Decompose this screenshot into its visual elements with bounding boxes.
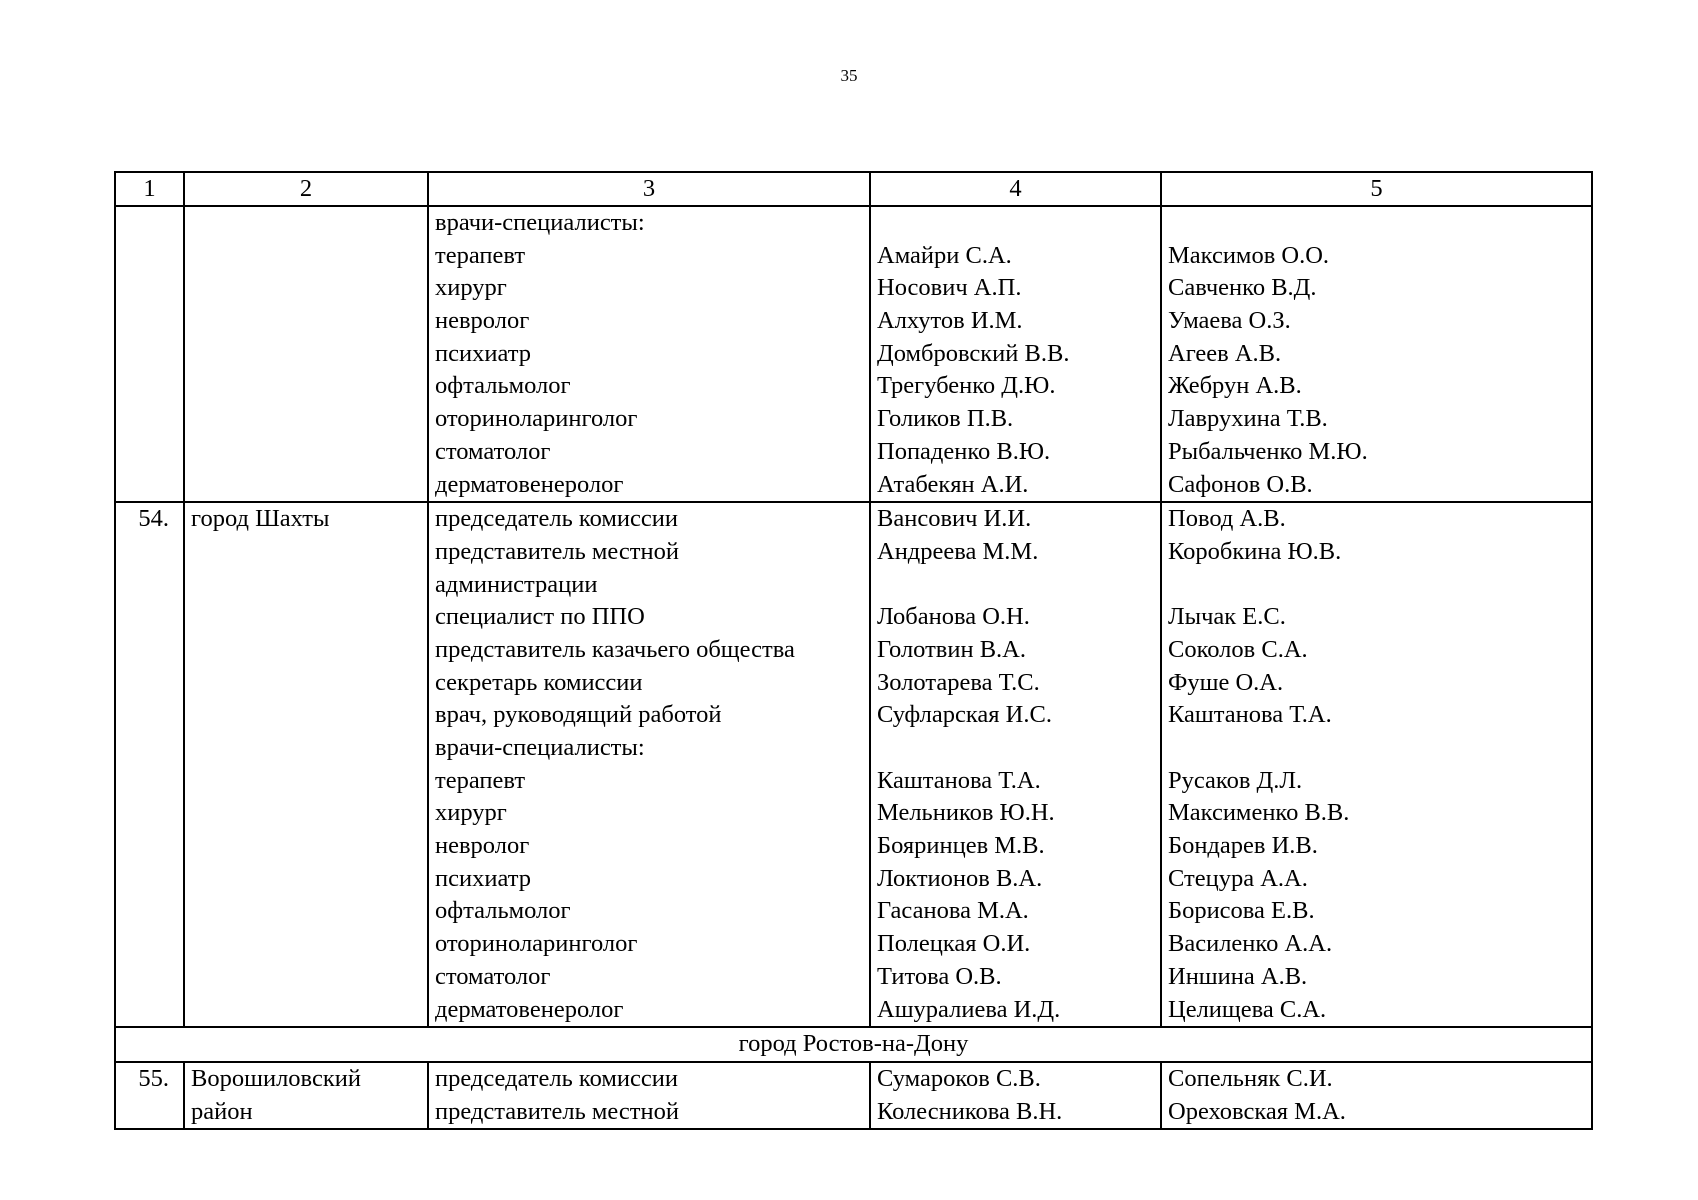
- page-number: 35: [840, 66, 858, 85]
- cell-line: Голиков П.В.: [877, 405, 1014, 433]
- cell-line: Бондарев И.В.: [1168, 832, 1318, 860]
- cell-line: Сопельняк С.И.: [1168, 1064, 1333, 1092]
- cell-line: Рыбальченко М.Ю.: [1168, 437, 1368, 465]
- cell-line: стоматолог: [435, 962, 551, 990]
- members-cell: [870, 206, 1161, 502]
- cell-line: [1168, 207, 1585, 240]
- cell-line: Ашуралиева И.Д.: [877, 995, 1061, 1023]
- cell-line: Мельников Ю.Н.: [877, 799, 1055, 827]
- cell-line: Максименко В.В.: [1168, 799, 1350, 827]
- column-number: 1: [115, 172, 184, 206]
- column-number: 4: [870, 172, 1161, 206]
- column-numbers-row: [115, 172, 1592, 206]
- cell-line: Целищева С.А.: [1168, 995, 1327, 1023]
- cell-line: Ореховская М.А.: [1168, 1097, 1346, 1125]
- cell-line: психиатр: [435, 864, 531, 892]
- row-number: 54.: [115, 502, 184, 1027]
- cell-line: Иншина А.В.: [1168, 962, 1308, 990]
- cell-line: Носович А.П.: [877, 274, 1022, 302]
- roles-cell: [428, 502, 870, 1027]
- municipality-cell: [184, 502, 428, 1027]
- column-number: 3: [428, 172, 870, 206]
- municipality-cell: [184, 206, 428, 502]
- cell-line: Андреева М.М.: [877, 537, 1039, 565]
- cell-line: офтальмолог: [435, 372, 571, 400]
- cell-line: Локтионов В.А.: [877, 864, 1043, 892]
- cell-line: Повод А.В.: [1168, 505, 1286, 533]
- table-row: [115, 1062, 1592, 1129]
- reserves-cell: [1161, 502, 1592, 1027]
- cell-line: Вансович И.И.: [877, 505, 1032, 533]
- members-cell: [870, 502, 1161, 1027]
- cell-line: Каштанова Т.А.: [877, 766, 1041, 794]
- cell-line: Агеев А.В.: [1168, 339, 1282, 367]
- row-number: 55.: [115, 1062, 184, 1129]
- cell-line: дерматовенеролог: [435, 470, 624, 498]
- cell-line: Сафонов О.В.: [1168, 470, 1313, 498]
- cell-line: Коробкина Ю.В.: [1168, 537, 1342, 565]
- cell-line: невролог: [435, 307, 530, 335]
- cell-line: Полецкая О.И.: [877, 930, 1031, 958]
- cell-line: Гасанова М.А.: [877, 897, 1029, 925]
- cell-line: администрации: [435, 570, 598, 598]
- cell-line: Титова О.В.: [877, 962, 1002, 990]
- roles-cell: [428, 1062, 870, 1129]
- cell-line: Голотвин В.А.: [877, 635, 1026, 663]
- number-cell: [115, 206, 184, 502]
- cell-line: оториноларинголог: [435, 930, 638, 958]
- cell-line: [877, 207, 1154, 240]
- municipality-cell: [184, 1062, 428, 1129]
- commission-table: [114, 171, 1593, 1130]
- cell-line: стоматолог: [435, 437, 551, 465]
- cell-line: Попаденко В.Ю.: [877, 437, 1051, 465]
- cell-line: Василенко А.А.: [1168, 930, 1333, 958]
- cell-line: оториноларинголог: [435, 405, 638, 433]
- cell-line: психиатр: [435, 339, 531, 367]
- reserves-cell: [1161, 206, 1592, 502]
- cell-line: Борисова Е.В.: [1168, 897, 1315, 925]
- continuation-row: [115, 206, 1592, 502]
- cell-line: невролог: [435, 832, 530, 860]
- members-cell: [870, 1062, 1161, 1129]
- cell-line: врачи-специалисты:: [435, 209, 645, 236]
- cell-line: терапевт: [435, 766, 526, 794]
- cell-line: Домбровский В.В.: [877, 339, 1070, 367]
- cell-line: врач, руководящий работой: [435, 701, 722, 729]
- cell-line: Русаков Д.Л.: [1168, 766, 1303, 794]
- cell-line: Бояринцев М.В.: [877, 832, 1045, 860]
- cell-line: Ворошиловский: [191, 1064, 361, 1092]
- cell-line: Алхутов И.М.: [877, 307, 1023, 335]
- cell-line: представитель местной: [435, 1097, 679, 1125]
- cell-line: Колесникова В.Н.: [877, 1097, 1063, 1125]
- cell-line: Жебрун А.В.: [1168, 372, 1302, 400]
- cell-line: Амайри С.А.: [877, 241, 1012, 269]
- cell-line: офтальмолог: [435, 897, 571, 925]
- section-row: [115, 1027, 1592, 1062]
- reserves-cell: [1161, 1062, 1592, 1129]
- cell-line: Лаврухина Т.В.: [1168, 405, 1328, 433]
- cell-line: Максимов О.О.: [1168, 241, 1330, 269]
- cell-line: Лычак Е.С.: [1168, 603, 1286, 631]
- column-number: 5: [1161, 172, 1592, 206]
- cell-line: председатель комиссии: [435, 1064, 678, 1092]
- cell-line: Каштанова Т.А.: [1168, 701, 1332, 729]
- cell-line: район: [191, 1097, 253, 1125]
- cell-line: Соколов С.А.: [1168, 635, 1308, 663]
- cell-line: Трегубенко Д.Ю.: [877, 372, 1056, 400]
- cell-line: [1168, 569, 1585, 602]
- cell-line: Стецура А.А.: [1168, 864, 1308, 892]
- cell-line: город Шахты: [191, 505, 330, 533]
- section-title: город Ростов-на-Дону: [115, 1027, 1592, 1062]
- cell-line: специалист по ППО: [435, 603, 645, 631]
- cell-line: секретарь комиссии: [435, 668, 643, 696]
- cell-line: [877, 732, 1154, 765]
- cell-line: представитель местной: [435, 537, 679, 565]
- cell-line: Лобанова О.Н.: [877, 603, 1030, 631]
- cell-line: председатель комиссии: [435, 505, 678, 533]
- cell-line: Умаева О.З.: [1168, 307, 1291, 335]
- cell-line: терапевт: [435, 241, 526, 269]
- cell-line: Атабекян А.И.: [877, 470, 1029, 498]
- cell-line: Фуше О.А.: [1168, 668, 1284, 696]
- cell-line: врачи-специалисты:: [435, 734, 645, 761]
- cell-line: [1168, 732, 1585, 765]
- cell-line: хирург: [435, 799, 507, 827]
- cell-line: Сумароков С.В.: [877, 1064, 1041, 1092]
- cell-line: [877, 569, 1154, 602]
- roles-cell: [428, 206, 870, 502]
- cell-line: Золотарева Т.С.: [877, 668, 1040, 696]
- column-number: 2: [184, 172, 428, 206]
- table-row: [115, 502, 1592, 1027]
- cell-line: Савченко В.Д.: [1168, 274, 1317, 302]
- cell-line: представитель казачьего общества: [435, 635, 795, 663]
- cell-line: Суфларская И.С.: [877, 701, 1052, 729]
- cell-line: дерматовенеролог: [435, 995, 624, 1023]
- cell-line: хирург: [435, 274, 507, 302]
